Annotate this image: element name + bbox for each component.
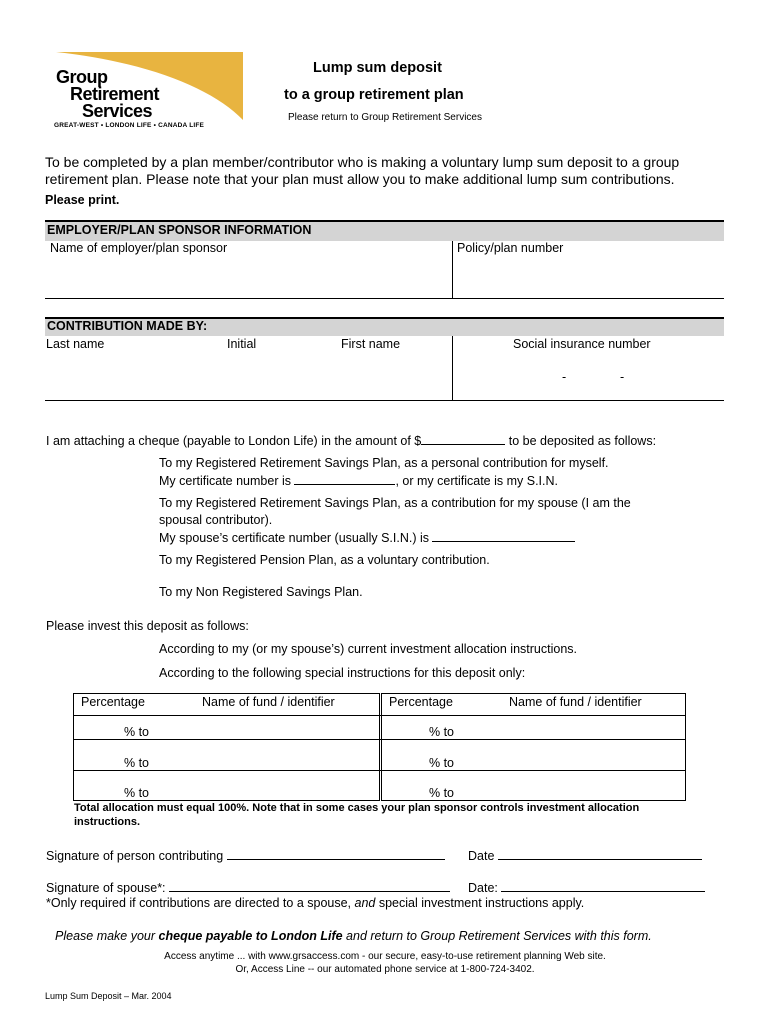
contribution-bottom-line [45,400,724,401]
option-nonreg[interactable]: To my Non Registered Savings Plan. [159,585,363,599]
fund-col-percentage-right: Percentage [389,695,453,709]
rrsp-cert-field[interactable] [294,472,395,485]
spousal-cert-field[interactable] [432,529,575,542]
intro-line1: To be completed by a plan member/contributor who is making a voluntary lump sum deposit to a group [45,154,680,170]
date-spouse-row [468,879,705,895]
cheque-line [46,432,656,448]
allocation-note-line1: Total allocation must equal 100%. Note that in some cases your plan sponsor controls investment allocation [74,802,640,814]
intro-line2: retirement plan. Please note that your plan must allow you to make additional lump sum contributions. [45,171,675,187]
signature-spouse-row [46,879,450,895]
logo-tagline: GREAT-WEST • LONDON LIFE • CANADA LIFE [54,122,205,129]
fund-table [73,693,686,801]
form-title-line2: to a group retirement plan [284,87,464,103]
fund-row-line-1 [73,715,686,716]
option-rpp[interactable]: To my Registered Pension Plan, as a voluntary contribution. [159,553,490,567]
signature-contributor-label: Signature of person contributing [46,849,227,863]
employer-divider [452,241,453,299]
employer-name-label: Name of employer/plan sponsor [50,241,228,255]
fund-col-name-right: Name of fund / identifier [509,695,642,709]
footnote-and: and [354,896,376,910]
fund-row-line-2 [73,739,686,740]
form-title-line1: Lump sum deposit [313,60,442,76]
fund-table-right [381,693,686,801]
logo-line2: Retirement [70,84,160,104]
rrsp-cert-after: , or my certificate is my S.I.N. [395,474,558,488]
signature-contributor-row [46,847,445,863]
date-spouse-label: Date: [468,881,502,895]
invest-heading: Please invest this deposit as follows: [46,619,249,633]
policy-number-label: Policy/plan number [457,241,564,255]
closing-part3: and return to Group Retirement Services with this form. [342,929,652,943]
fund-row-2-left[interactable]: % to [124,756,150,770]
form-id: Lump Sum Deposit – Mar. 2004 [45,991,172,1001]
option-rrsp-cert [159,472,558,488]
fund-col-percentage-left: Percentage [81,695,145,709]
sin-dash-1: - [562,370,567,384]
first-name-label: First name [341,337,401,351]
date-contributor-field[interactable] [498,847,702,860]
sin-field[interactable] [455,354,723,400]
logo-line1: Group [56,67,108,87]
fund-row-1-left[interactable]: % to [124,725,150,739]
closing-instruction [55,929,652,943]
employer-bottom-line [45,298,724,299]
signature-spouse-label: Signature of spouse*: [46,881,169,895]
signature-spouse-field[interactable] [169,879,450,892]
date-contributor-row [468,847,702,863]
fund-row-3-right[interactable]: % to [429,786,455,800]
return-note: Please return to Group Retirement Services [288,112,482,123]
cheque-text-after: to be deposited as follows: [505,434,657,448]
name-fields[interactable] [45,354,451,400]
fund-row-2-right[interactable]: % to [429,756,455,770]
signature-contributor-field[interactable] [227,847,445,860]
invest-option-current[interactable]: According to my (or my spouse’s) current investment allocation instructions. [159,642,577,656]
cheque-amount-field[interactable] [421,432,505,445]
option-spousal-cert [159,529,575,545]
print-note: Please print. [45,193,120,207]
initial-label: Initial [227,337,257,351]
footnote-before: *Only required if contributions are directed to a spouse, [46,896,355,910]
cheque-text-before: I am attaching a cheque (payable to London Life) in the amount of $ [46,434,422,448]
fund-table-left [73,693,380,801]
date-contributor-label: Date [468,849,498,863]
logo [52,50,248,130]
logo-line3: Services [82,101,153,121]
access-line1: Access anytime ... with www.grsaccess.com - our secure, easy-to-use retirement planning Web site. [164,951,606,962]
contribution-section-heading: CONTRIBUTION MADE BY: [47,319,208,333]
last-name-label: Last name [46,337,105,351]
date-spouse-field[interactable] [501,879,705,892]
rrsp-cert-before: My certificate number is [159,474,295,488]
closing-part2: cheque payable to London Life [158,929,343,943]
sin-label: Social insurance number [513,337,651,351]
fund-row-3-left[interactable]: % to [124,786,150,800]
footnote-after: special investment instructions apply. [375,896,585,910]
employer-name-field[interactable] [45,258,451,298]
allocation-note-line2: instructions. [74,816,141,828]
option-spousal-line2: spousal contributor). [159,513,273,527]
sin-dash-2: - [620,370,625,384]
invest-option-special[interactable]: According to the following special instructions for this deposit only: [159,666,526,680]
closing-part1: Please make your [55,929,159,943]
employer-section-heading: EMPLOYER/PLAN SPONSOR INFORMATION [47,223,312,237]
option-rrsp-line1[interactable]: To my Registered Retirement Savings Plan, as a personal contribution for myself. [159,456,609,470]
fund-row-1-right[interactable]: % to [429,725,455,739]
spousal-cert-label: My spouse’s certificate number (usually S.I.N.) is [159,531,433,545]
spouse-footnote [46,896,584,910]
policy-number-field[interactable] [455,258,723,298]
option-spousal-line1[interactable]: To my Registered Retirement Savings Plan, as a contribution for my spouse (I am the [159,496,631,510]
fund-col-name-left: Name of fund / identifier [202,695,335,709]
fund-row-line-3 [73,770,686,771]
contribution-divider [452,336,453,401]
access-line2: Or, Access Line -- our automated phone service at 1-800-724-3402. [235,964,535,975]
